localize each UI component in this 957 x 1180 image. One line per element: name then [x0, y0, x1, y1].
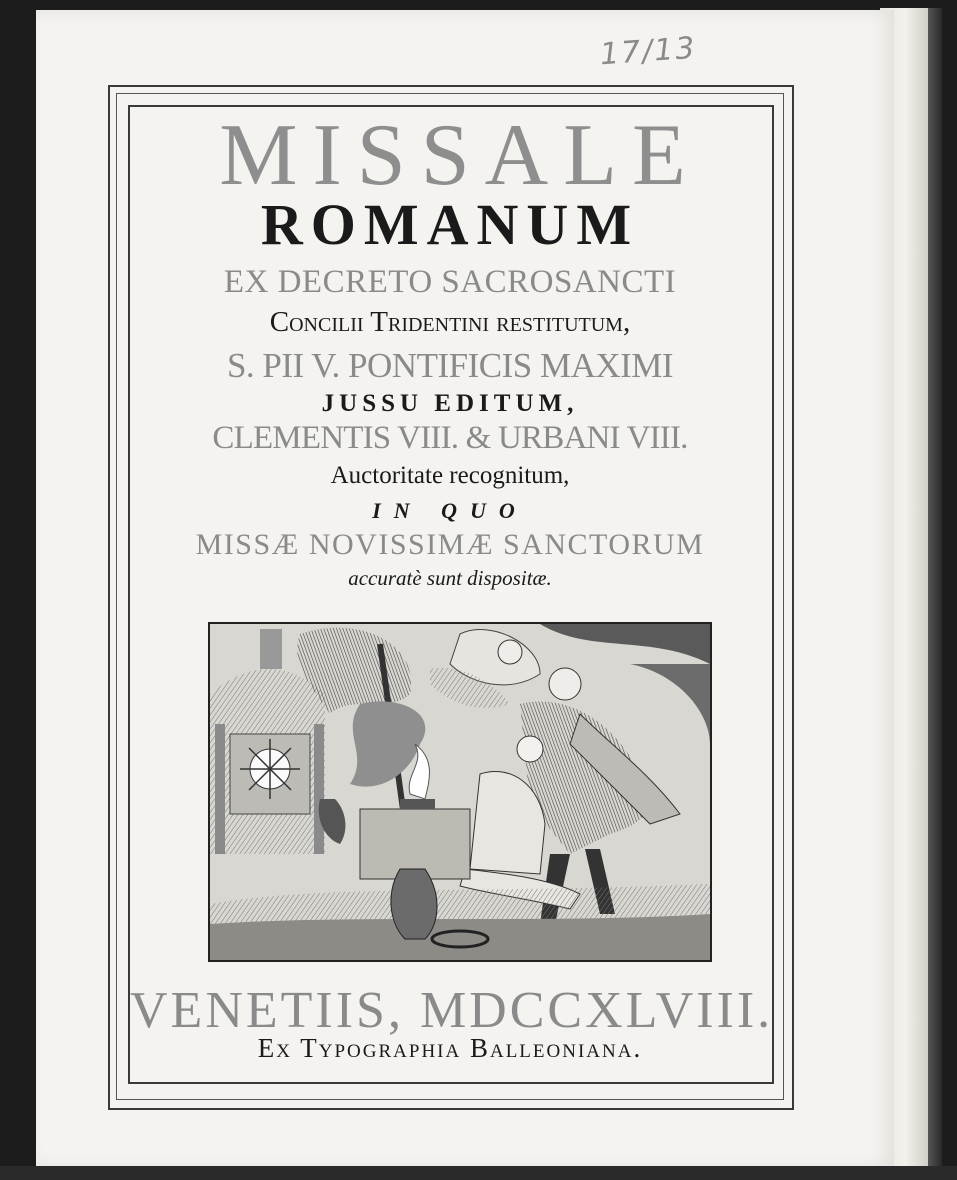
subtitle-pii-v: S. PII V. PONTIFICIS MAXIMI [226, 346, 674, 385]
subtitle-missae: MISSÆ NOVISSIMÆ SANCTORUM [195, 528, 705, 561]
engraving-illustration [210, 624, 710, 960]
imprint-typographia: Ex Typographia Balleoniana. [257, 1033, 643, 1063]
imprint-venetiis: VENETIIS, MDCCXLVIII. [130, 982, 774, 1039]
subtitle-concilii: Concilii Tridentini restitutum, [269, 306, 631, 338]
subtitle-auctoritate: Auctoritate recognitum, [330, 462, 570, 489]
book-bottom-edge [0, 1166, 957, 1180]
subtitle-ex-decreto: EX DECRETO SACROSANCTI [223, 264, 677, 300]
subtitle-jussu: JUSSU EDITUM, [321, 390, 579, 417]
frontispiece-engraving [208, 622, 712, 962]
subtitle-accurate: accuratè sunt dispositæ. [348, 566, 552, 590]
subtitle-clementis: CLEMENTIS VIII. & URBANI VIII. [212, 420, 688, 456]
title-missale: MISSALE [219, 107, 701, 204]
title-romanum: ROMANUM [260, 192, 640, 257]
pencil-annotation: 17/13 [598, 30, 698, 73]
subtitle-in-quo: IN QUO [372, 498, 528, 523]
